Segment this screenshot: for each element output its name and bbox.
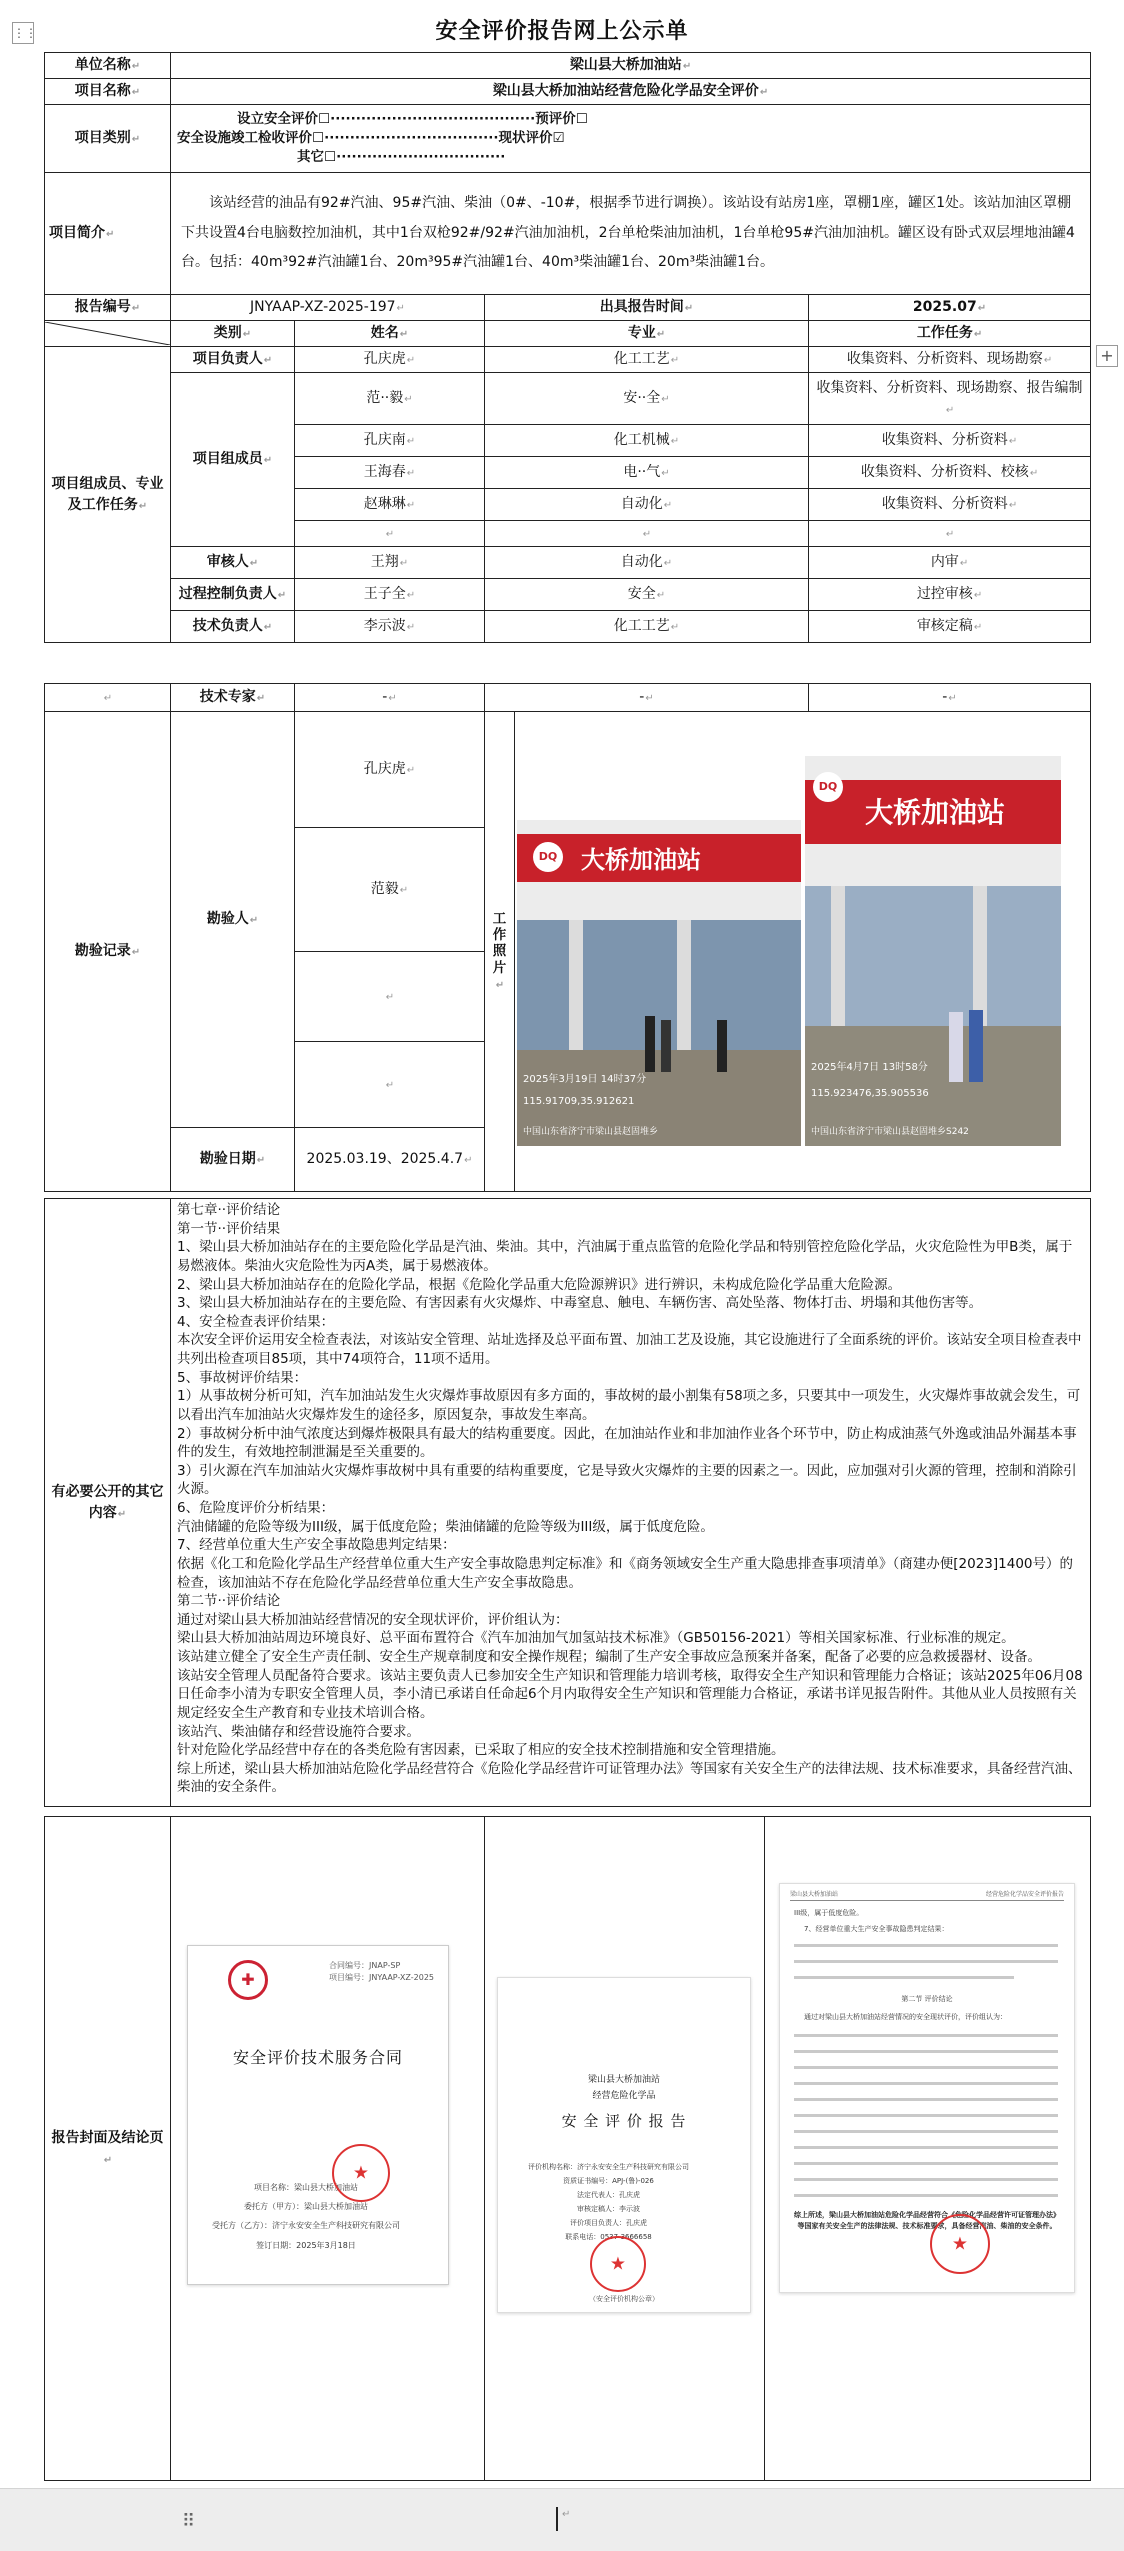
work-photo-1 — [517, 820, 801, 1146]
text-line — [794, 2082, 1058, 2085]
conclusion-line: 综上所述，梁山县大桥加油站危险化学品经营符合《危险化学品经营许可证管理办法》等国家有关安全生产的法律法规、技术标准要求，具备经营汽油、柴油的安全条件。 — [177, 1760, 1082, 1796]
disclosure-content — [171, 1199, 1091, 1807]
report-cover-cell — [485, 1817, 765, 2481]
conclusion-line: 第一节··评价结果 — [177, 1220, 281, 1237]
expert-task: -↵ — [809, 684, 1091, 712]
expert-role: 技术专家↵ — [171, 684, 295, 712]
conclusion-line: 该站建立健全了安全生产责任制、安全生产规章制度和安全操作规程；编制了生产安全事故应急预案并备案，配备了必要的应急救援器材、设备。 — [177, 1649, 1041, 1665]
member-major: 化工机械↵ — [485, 425, 809, 457]
conclusion-line: 该站汽、柴油储存和经营设施符合要求。 — [177, 1723, 420, 1740]
header-task: 工作任务↵ — [809, 321, 1091, 347]
leader-major: 化工工艺↵ — [485, 347, 809, 373]
add-row-handle[interactable]: + — [1096, 345, 1118, 367]
contract-fields: 项目名称：梁山县大桥加油站 委托方（甲方）：梁山县大桥加油站 受托方（乙方）：济宁永安安全生产科技研究有限公司 签订日期：2025年3月18日 — [212, 2183, 400, 2250]
text-line — [794, 2178, 1058, 2181]
team-header-row — [45, 321, 1091, 347]
member-name: 孔庆南↵ — [295, 425, 485, 457]
category-row — [45, 105, 1091, 173]
reviewer-name: 王翔↵ — [295, 547, 485, 579]
project-label: 项目名称↵ — [45, 79, 171, 105]
member-name: 赵琳琳↵ — [295, 489, 485, 521]
leader-role: 项目负责人↵ — [171, 347, 295, 373]
survey-date-label: 勘验日期↵ — [171, 1128, 295, 1192]
disclosure-label: 有必要公开的其它内容↵ — [45, 1199, 171, 1807]
conclusion-page — [779, 1883, 1075, 2293]
member-task: 收集资料、分析资料↵ — [809, 489, 1091, 521]
report-date-value: 2025.07↵ — [809, 295, 1091, 321]
text-line — [794, 2034, 1058, 2037]
diagonal-line — [45, 322, 170, 345]
report-cover-page — [497, 1977, 751, 2313]
contract-cover-page — [187, 1945, 449, 2285]
conclusion-line: 3）引火源在汽车加油站火灾爆炸事故树中具有重要的结构重要度，它是导致火灾爆炸的主要的因素之一。因此，应加强对引火源的管理，控制和消除引火源。 — [177, 1462, 1077, 1498]
contract-seal-icon — [332, 2144, 390, 2202]
person-figure — [717, 1020, 727, 1072]
process-row — [45, 579, 1091, 611]
info-table — [44, 52, 1091, 643]
category-options — [171, 105, 1091, 173]
category-line-3: 其它☐································· — [297, 148, 506, 165]
conclusion-line: 6、危险度评价分析结果： — [177, 1500, 335, 1516]
conclusion-line: 通过对梁山县大桥加油站经营情况的安全现状评价，评价组认为： — [177, 1611, 569, 1628]
cover-table — [44, 1816, 1091, 2481]
conclusion-page-summary: 综上所述，梁山县大桥加油站危险化学品经营符合《危险化学品经营许可证管理办法》等国家有关安全生产的法律法规、技术标准要求，具备经营汽油、柴油的安全条件。 — [794, 2211, 1060, 2230]
text-cursor[interactable] — [556, 2507, 558, 2531]
leader-task: 收集资料、分析资料、现场勘察↵ — [809, 347, 1091, 373]
conclusion-page-line: 第二节 评价结论 — [901, 1995, 953, 2003]
unit-row — [45, 53, 1091, 79]
header-major: 专业↵ — [485, 321, 809, 347]
conclusion-page-line: III级，属于低度危险。 — [794, 1909, 864, 1917]
member-task: 收集资料、分析资料、现场勘察、报告编制↵ — [809, 373, 1091, 425]
drag-handle-icon[interactable]: ⠿ — [182, 2511, 196, 2532]
reviewer-role: 审核人↵ — [171, 547, 295, 579]
contract-cover-cell — [171, 1817, 485, 2481]
conclusion-line: 梁山县大桥加油站周边环境良好、总平面布置符合《汽车加油加气加氢站技术标准》（GB50156-2021）等相关国家标准、行业标准的规定。 — [177, 1630, 1015, 1647]
unit-label: 单位名称↵ — [45, 53, 171, 79]
contract-title: 安全评价技术服务合同 — [232, 2048, 403, 2067]
text-line — [794, 2050, 1058, 2053]
member-major: 自动化↵ — [485, 489, 809, 521]
survey-date-value: 2025.03.19、2025.4.7↵ — [295, 1128, 485, 1192]
photo-label: 工作照片↵ — [485, 712, 515, 1192]
photo-place-stamp: 中国山东省济宁市梁山县赵固堆乡 — [523, 1127, 659, 1137]
station-sign: 大桥加油站 — [865, 796, 1006, 829]
inspector-row — [45, 712, 1091, 828]
member-major: 安··全↵ — [485, 373, 809, 425]
conclusion-line: 该站安全管理人员配备符合要求。该站主要负责人已参加安全生产知识和管理能力培训考核，取得安全生产知识和管理能力合格证；该站2025年06月08日任命李小清为专职安全管理人员，李小清已承诺自任命起6个月内取得安全生产知识和管理能力合格证，承诺书详见报告附件。其他从业人员按照有关规定经安全生产教育和专业技术培训合格。 — [177, 1667, 1083, 1721]
text-line — [794, 2098, 1058, 2101]
person-figure — [949, 1012, 963, 1082]
conclusion-page-cell — [765, 1817, 1091, 2481]
cover-label: 报告封面及结论页↵ — [45, 1817, 171, 2481]
person-figure — [645, 1016, 655, 1072]
report-no-row — [45, 295, 1091, 321]
process-name: 王子全↵ — [295, 579, 485, 611]
table-move-handle[interactable]: ⋮⋮ — [12, 22, 34, 44]
intro-text: 该站经营的油品有92#汽油、95#汽油、柴油（0#、-10#，根据季节进行调换）。该站设有站房1座，罩棚1座，罐区1处。该站加油区罩棚下共设置4台电脑数控加油机，其中1台双枪92#/92#汽油加油机，2台单枪柴油加油机，1台单枪95#汽油加油机。罐区设有卧式双层埋地油罐4台。包括：40m³92#汽油罐1台、20m³95#汽油罐1台、40m³柴油罐1台、20m³柴油罐1台。 — [171, 173, 1091, 295]
conclusion-line: 汽油储罐的危险等级为III级，属于低度危险；柴油储罐的危险等级为III级，属于低度危险。 — [177, 1518, 714, 1535]
header-rule — [790, 1900, 1064, 1901]
member-row — [45, 373, 1091, 425]
work-photo-2 — [805, 756, 1061, 1146]
contract-no: 合同编号：JNAP-SP 项目编号：JNYAAP-XZ-2025 — [329, 1961, 434, 1982]
conclusion-seal-icon — [930, 2214, 990, 2274]
project-row — [45, 79, 1091, 105]
team-section-label: 项目组成员、专业及工作任务↵ — [45, 347, 171, 643]
text-line — [794, 2162, 1058, 2165]
conclusion-line: 4、安全检查表评价结果： — [177, 1313, 335, 1330]
conclusion-page-header-right: 经营危险化学品安全评价报告 — [985, 1891, 1064, 1898]
conclusion-line: 依据《化工和危险化学品生产经营单位重大生产安全事故隐患判定标准》和《商务领域安全生产重大隐患排查事项清单》（商建办便[2023]1400号）的检查，该加油站不存在危险化学品经营单位重大生产安全事故隐患。 — [177, 1555, 1073, 1591]
header-category: 类别↵ — [171, 321, 295, 347]
station-logo-icon: DQ — [813, 772, 843, 802]
conclusion-line: 第七章··评价结论 — [177, 1202, 281, 1218]
unit-value: 梁山县大桥加油站↵ — [171, 53, 1091, 79]
station-logo-icon: DQ — [533, 842, 563, 872]
conclusion-page-line: 7、经营单位重大生产安全事故隐患判定结果： — [804, 1925, 949, 1933]
paragraph-mark: ↵ — [562, 2509, 571, 2520]
report-cover-fields: 评价机构名称：济宁永安安全生产科技研究有限公司 资质证书编号：APJ-(鲁)-026 法定代表人：孔庆虎 审核定稿人：李示波 评价项目负责人：孔庆虎 联系电话：0537-3666658 — [528, 2163, 689, 2241]
disclosure-row — [45, 1199, 1091, 1807]
category-line-1: 设立安全评价☐········································预评价☐ — [237, 111, 588, 128]
empty-cell: ↵ — [485, 521, 809, 547]
person-figure — [661, 1020, 671, 1072]
person-figure — [969, 1010, 983, 1082]
report-cover-subtitle: 经营危险化学品 — [592, 2091, 656, 2101]
photo-time-stamp: 2025年3月19日 14时37分 — [523, 1074, 647, 1085]
photo-place-stamp: 中国山东省济宁市梁山县赵固堆乡S242 — [811, 1127, 969, 1137]
station-sign: 大桥加油站 — [581, 846, 701, 874]
tech-row — [45, 611, 1091, 643]
agency-logo-icon: ✚ — [228, 1960, 268, 2000]
report-cover-unit: 梁山县大桥加油站 — [587, 2075, 660, 2085]
expert-major: -↵ — [485, 684, 809, 712]
text-line — [794, 1976, 1014, 1979]
member-name: 王海春↵ — [295, 457, 485, 489]
conclusion-page-line: 通过对梁山县大桥加油站经营情况的安全现状评价，评价组认为： — [804, 2013, 1007, 2021]
conclusion-line: 本次安全评价运用安全检查表法，对该站安全管理、站址选择及总平面布置、加油工艺及设施，其它设施进行了全面系统的评价。该站安全项目检查表中共列出检查项目85项，其中74项符合，11项不适用。 — [177, 1332, 1082, 1367]
report-cover-seal-note: （安全评价机构公章） — [589, 2295, 659, 2303]
conclusion-page-header-left: 梁山县大桥加油站 — [790, 1891, 839, 1898]
text-line — [794, 1960, 1058, 1963]
survey-table — [44, 683, 1091, 1192]
intro-row — [45, 173, 1091, 295]
photo-coord-stamp: 115.91709,35.912621 — [523, 1096, 635, 1107]
header-name: 姓名↵ — [295, 321, 485, 347]
process-task: 过控审核↵ — [809, 579, 1091, 611]
member-major: 电··气↵ — [485, 457, 809, 489]
tech-major: 化工工艺↵ — [485, 611, 809, 643]
process-major: 安全↵ — [485, 579, 809, 611]
intro-label: 项目简介↵ — [45, 173, 171, 295]
bottom-toolbar — [0, 2488, 1124, 2551]
empty-cell: ↵ — [295, 521, 485, 547]
conclusion-line: 2、梁山县大桥加油站存在的危险化学品，根据《危险化学品重大危险源辨识》进行辨识，未构成危险化学品重大危险源。 — [177, 1276, 902, 1293]
text-line — [794, 2146, 1058, 2149]
diagonal-header-cell — [45, 321, 171, 347]
report-seal-icon — [590, 2236, 646, 2292]
document-title: 安全评价报告网上公示单 — [435, 19, 689, 44]
photo-coord-stamp: 115.923476,35.905536 — [811, 1088, 929, 1099]
reviewer-task: 内审↵ — [809, 547, 1091, 579]
leader-row — [45, 347, 1091, 373]
text-line — [794, 2194, 1058, 2197]
report-no-label: 报告编号↵ — [45, 295, 171, 321]
text-line — [794, 2130, 1058, 2133]
tech-role: 技术负责人↵ — [171, 611, 295, 643]
conclusion-line: 第二节··评价结论 — [177, 1593, 281, 1610]
empty-cell: ↵ — [45, 684, 171, 712]
category-label: 项目类别↵ — [45, 105, 171, 173]
conclusion-line: 3、梁山县大桥加油站存在的主要危险、有害因素有火灾爆炸、中毒窒息、触电、车辆伤害、高处坠落、物体打击、坍塌和其他伤害等。 — [177, 1295, 983, 1312]
cover-row — [45, 1817, 1091, 2481]
text-line — [794, 1944, 1058, 1947]
empty-cell: ↵ — [809, 521, 1091, 547]
conclusion-line: 1）从事故树分析可知，汽车加油站发生火灾爆炸事故原因有多方面的，事故树的最小割集有58项之多，只要其中一项发生，火灾爆炸事故就会发生，可以看出汽车加油站火灾爆炸发生的途径多，原因复杂，事故发生率高。 — [177, 1388, 1081, 1423]
conclusion-line: 2）事故树分析中油气浓度达到爆炸极限具有最大的结构重要度。因此，在加油站作业和非加油作业各个环节中，防止构成油蒸气外逸或油品外漏基本事件的发生，有效地控制泄漏是至关重要的。 — [177, 1425, 1077, 1461]
inspector-name: 范毅↵ — [295, 828, 485, 952]
tech-name: 李示波↵ — [295, 611, 485, 643]
project-value: 梁山县大桥加油站经营危险化学品安全评价↵ — [171, 79, 1091, 105]
expert-name: -↵ — [295, 684, 485, 712]
conclusion-line: 7、经营单位重大生产安全事故隐患判定结果： — [177, 1537, 456, 1554]
reviewer-row — [45, 547, 1091, 579]
conclusion-line: 1、梁山县大桥加油站存在的主要危险化学品是汽油、柴油。其中，汽油属于重点监管的危险化学品和特别管控危险化学品，火灾危险性为甲B类，属于易燃液体。柴油火灾危险性为丙A类，属于易燃液体。 — [177, 1239, 1073, 1274]
member-name: 范··毅↵ — [295, 373, 485, 425]
tech-task: 审核定稿↵ — [809, 611, 1091, 643]
empty-cell: ↵ — [295, 952, 485, 1042]
member-task: 收集资料、分析资料↵ — [809, 425, 1091, 457]
process-role: 过程控制负责人↵ — [171, 579, 295, 611]
inspector-name: 孔庆虎↵ — [295, 712, 485, 828]
members-role: 项目组成员↵ — [171, 373, 295, 547]
conclusion-line: 针对危险化学品经营中存在的各类危险有害因素，已采取了相应的安全技术控制措施和安全管理措施。 — [177, 1742, 785, 1759]
category-line-2: 安全设施竣工检收评价☐··································现状评价☑ — [177, 130, 565, 147]
reviewer-major: 自动化↵ — [485, 547, 809, 579]
photo-time-stamp: 2025年4月7日 13时58分 — [811, 1062, 928, 1073]
record-label: 勘验记录↵ — [45, 712, 171, 1192]
empty-cell: ↵ — [295, 1042, 485, 1128]
photo-cell — [515, 712, 1091, 1192]
text-line — [794, 2114, 1058, 2117]
expert-row — [45, 684, 1091, 712]
report-cover-title: 安 全 评 价 报 告 — [561, 2112, 687, 2130]
member-task: 收集资料、分析资料、校核↵ — [809, 457, 1091, 489]
leader-name: 孔庆虎↵ — [295, 347, 485, 373]
disclosure-table — [44, 1198, 1091, 1807]
inspector-label: 勘验人↵ — [171, 712, 295, 1128]
conclusion-line: 5、事故树评价结果： — [177, 1369, 308, 1386]
text-line — [794, 2066, 1058, 2069]
report-date-label: 出具报告时间↵ — [485, 295, 809, 321]
report-no-value: JNYAAP-XZ-2025-197↵ — [171, 295, 485, 321]
